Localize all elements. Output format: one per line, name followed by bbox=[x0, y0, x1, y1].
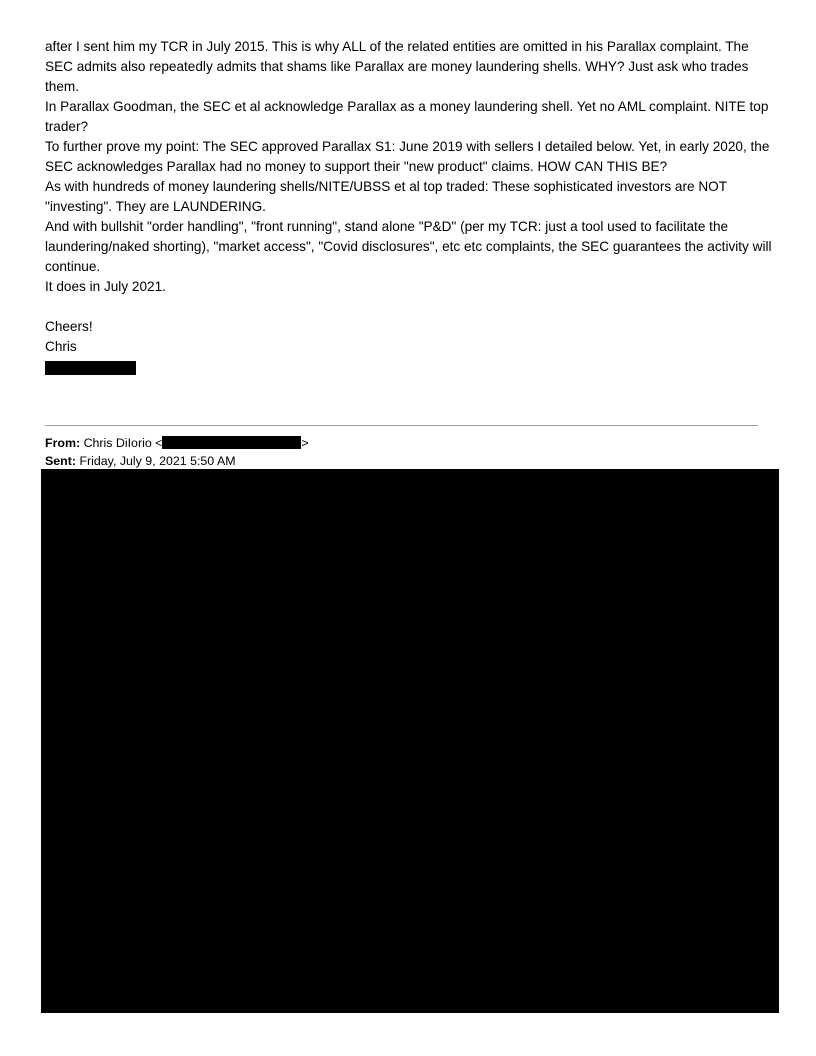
content-redaction-block bbox=[41, 469, 779, 1013]
from-close: > bbox=[301, 436, 309, 450]
signature-redaction bbox=[45, 361, 136, 375]
from-name: Chris DiIorio < bbox=[83, 436, 163, 450]
header-divider bbox=[45, 425, 758, 426]
signature-name: Chris bbox=[45, 339, 77, 354]
closing-text: Cheers! bbox=[45, 319, 93, 334]
body-paragraph: As with hundreds of money laundering shells/NITE/UBSS et al top traded: These sophisticated investors are NOT "investing". They are LAUNDERING. bbox=[45, 179, 727, 214]
sent-value: Friday, July 9, 2021 5:50 AM bbox=[79, 454, 236, 468]
email-body bbox=[45, 37, 780, 375]
from-label: From: bbox=[45, 436, 81, 450]
email-address-redaction bbox=[162, 436, 301, 449]
sent-label: Sent: bbox=[45, 454, 76, 468]
from-line bbox=[45, 434, 309, 452]
body-paragraph: To further prove my point: The SEC approved Parallax S1: June 2019 with sellers I detailed below. Yet, in early 2020, the SEC acknowledges Parallax had no money to support their "new product" claims. HOW CAN THIS BE? bbox=[45, 139, 770, 174]
body-paragraph: It does in July 2021. bbox=[45, 279, 166, 294]
body-paragraph: In Parallax Goodman, the SEC et al acknowledge Parallax as a money laundering shell. Yet no AML complaint. NITE top trader? bbox=[45, 99, 769, 134]
forwarded-email-header bbox=[45, 434, 309, 470]
body-paragraph: And with bullshit "order handling", "front running", stand alone "P&D" (per my TCR: just a tool used to facilitate the laundering/naked shorting), "market access", "Covid disclosures", etc etc complaints, the SEC guarantees the activity will continue. bbox=[45, 219, 772, 274]
blank-line bbox=[45, 297, 780, 317]
sent-line bbox=[45, 452, 309, 470]
body-paragraph: after I sent him my TCR in July 2015. This is why ALL of the related entities are omitted in his Parallax complaint. The SEC admits also repeatedly admits that shams like Parallax are money laundering shells. WHY? Just ask who trades them. bbox=[45, 39, 749, 94]
